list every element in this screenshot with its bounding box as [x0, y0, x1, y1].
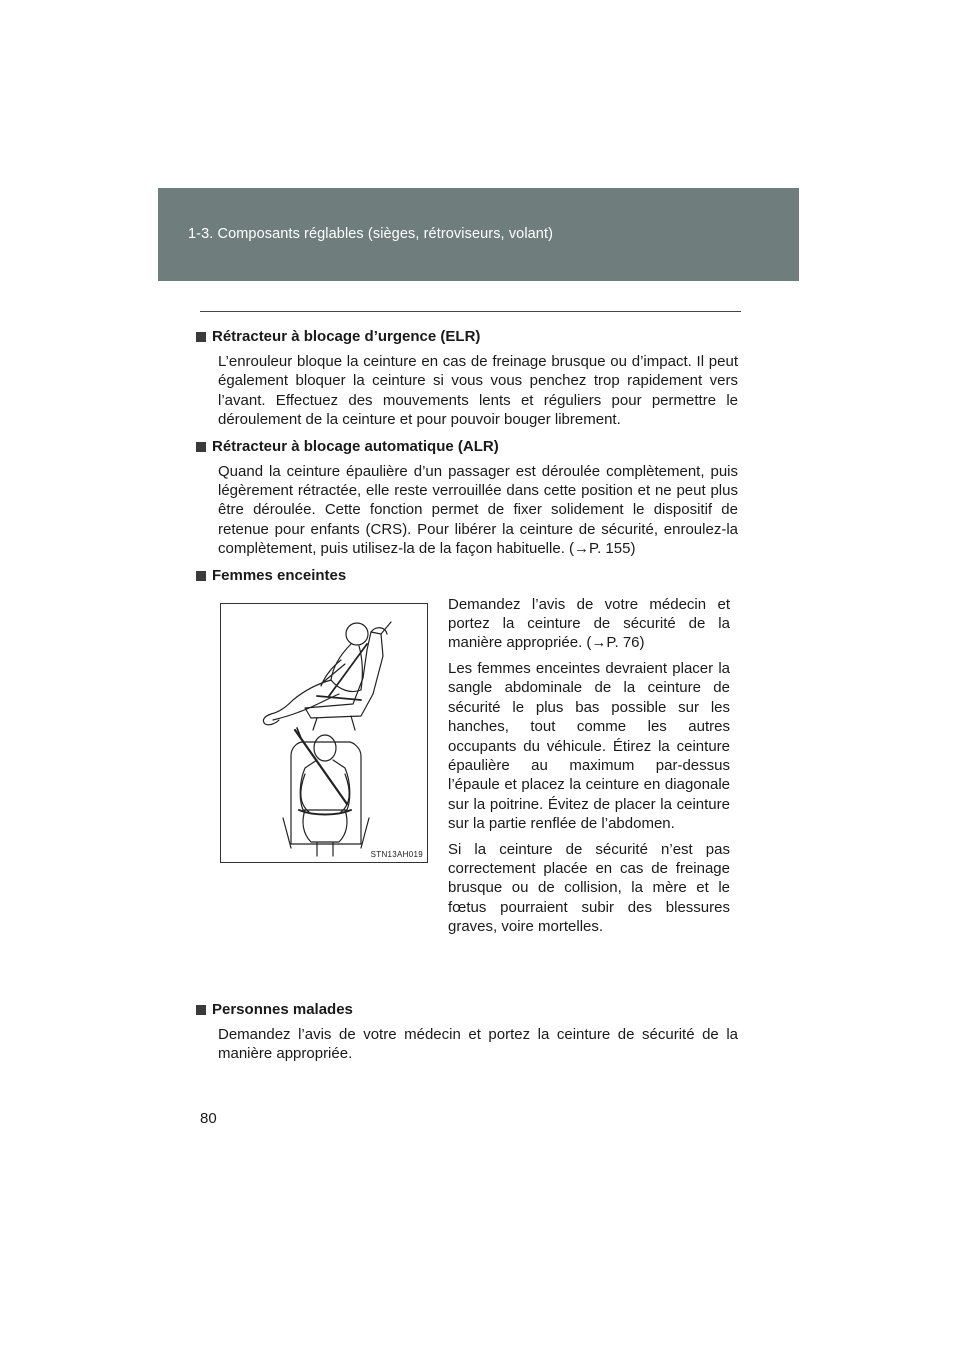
section-paragraph: Quand la ceinture épaulière d’un passager est déroulée complètement, puis légèrement rétractée, elle reste verrouillée dans cette position et ne peut plus être déroulée. Cette fonction permet de fixer solidement le dispositif de retenue pour enfants (CRS). Pour libérer la ceinture de sécurité, enroulez-la complètement, puis utilisez-la de la façon habituelle. (→P. 155)	[218, 462, 738, 558]
section-paragraph: Les femmes enceintes devraient placer la sangle abdominale de la ceinture de sécurité le plus bas possible sur les hanches, tout comme les autres occupants du véhicule. Étirez la ceinture épaulière au maximum par-dessus l’épaule et placez la ceinture en diagonale sur la poitrine. Évitez de placer la ceinture sur la partie renflée de l’abdomen.	[448, 659, 730, 833]
square-bullet-icon	[196, 1005, 206, 1015]
square-bullet-icon	[196, 332, 206, 342]
figure-row	[196, 595, 738, 993]
seatbelt-illustration-icon	[221, 604, 427, 862]
section-paragraph: Demandez l’avis de votre médecin et portez la ceinture de sécurité de la manière appropriée. (→P. 76)	[448, 595, 730, 652]
section-paragraph: L’enrouleur bloque la ceinture en cas de freinage brusque ou d’impact. Il peut également bloquer la ceinture si vous vous penchez trop rapidement vers l’avant. Effectuez des mouvements lents et réguliers pour permettre le déroulement de la ceinture et pour pouvoir bouger librement.	[218, 353, 738, 429]
figure-side-text	[448, 595, 730, 943]
figure-code: STN13AH019	[370, 849, 423, 859]
section-heading	[196, 565, 738, 587]
section-paragraph: Si la ceinture de sécurité n’est pas correctement placée en cas de freinage brusque ou de collision, la mère et le fœtus pourraient subir des blessures graves, voire mortelles.	[448, 840, 730, 936]
section-heading-text: Rétracteur à blocage automatique (ALR)	[212, 437, 499, 455]
divider	[200, 311, 741, 312]
section-pregnant-women	[196, 565, 738, 993]
section-heading	[196, 436, 738, 458]
section-heading-text: Femmes enceintes	[212, 566, 347, 584]
section-heading-text: Personnes malades	[212, 1000, 353, 1018]
section-alr	[196, 436, 738, 559]
square-bullet-icon	[196, 442, 206, 452]
section-paragraph: Demandez l’avis de votre médecin et portez la ceinture de sécurité de la manière appropriée.	[218, 1025, 738, 1063]
section-elr	[196, 326, 738, 430]
page-number: 80	[200, 1110, 217, 1127]
section-heading	[196, 326, 738, 348]
chapter-header	[158, 188, 799, 281]
section-heading-text: Rétracteur à blocage d’urgence (ELR)	[212, 328, 481, 345]
section-sick-persons	[196, 999, 738, 1064]
pregnant-woman-seatbelt-illustration	[220, 603, 428, 863]
section-heading	[196, 999, 738, 1021]
square-bullet-icon	[196, 571, 206, 581]
chapter-title: 1-3. Composants réglables (sièges, rétroviseurs, volant)	[188, 226, 554, 242]
page-content	[196, 326, 738, 1069]
